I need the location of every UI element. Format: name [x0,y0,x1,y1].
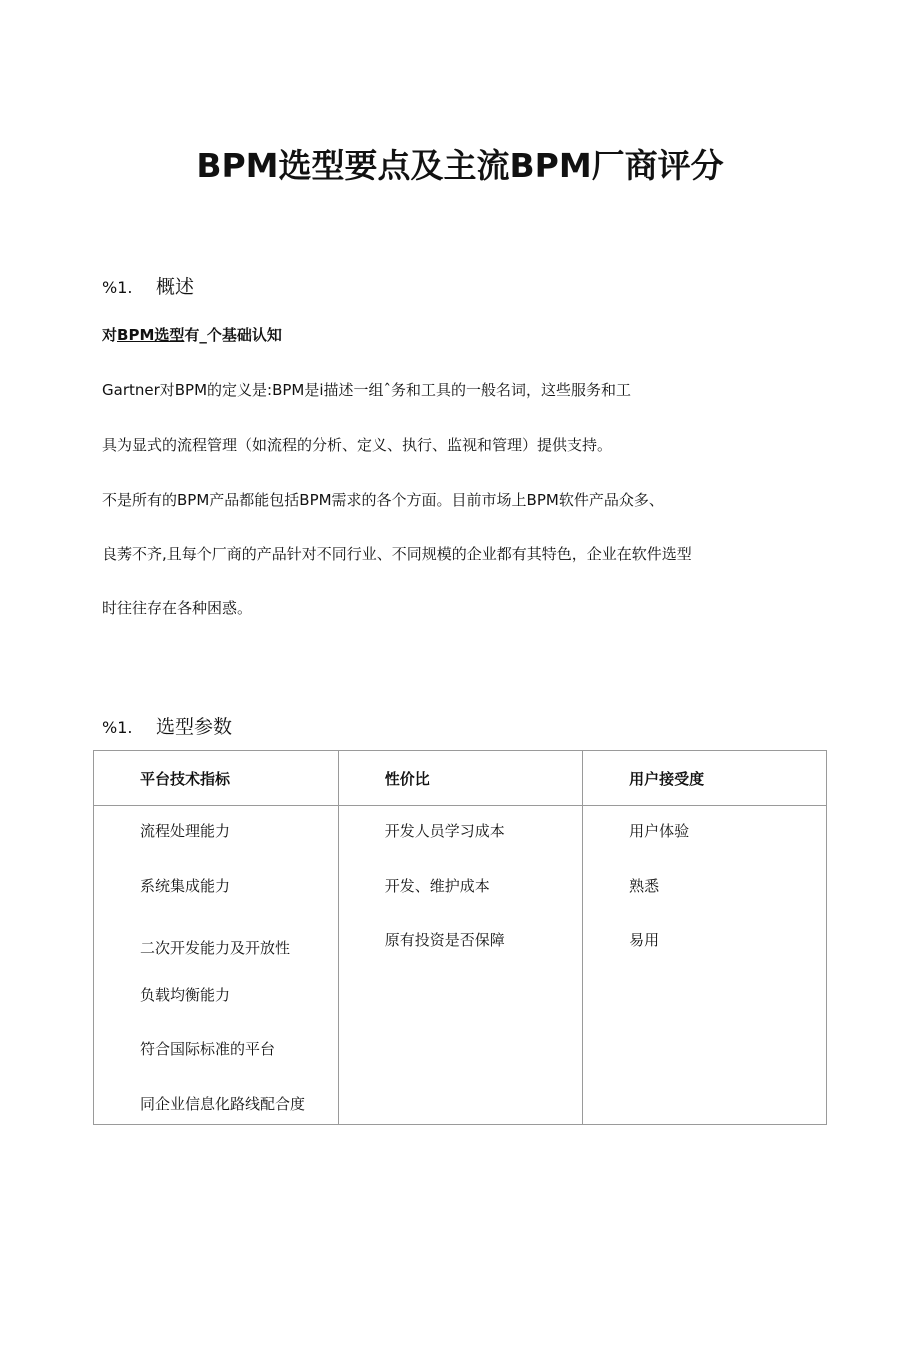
header-label: 性价比 [384,769,430,788]
list-item: 开发、维护成本 [384,876,490,895]
list-item: 符合国际标准的平台 [140,1040,276,1058]
subheading-suffix: 有_个基础认知 [184,326,282,344]
section-number: %1. [102,718,133,737]
list-item: 负载均衡能力 [140,985,231,1004]
table-header-row [94,751,827,806]
section-number: %1. [102,278,133,297]
table-header-cell [583,751,827,806]
section-heading-parameters [102,712,232,739]
table-cell-acceptance [583,806,827,1125]
list-item: 系统集成能力 [140,876,231,895]
paragraph-line: 时往往存在各种困惑。 [102,599,253,617]
table-header-cell [94,751,339,806]
section-title: 选型参数 [156,716,233,738]
paragraph-line: Gartner对BPM的定义是:BPM是i描述一组ˆ务和工具的一般名词，这些服务和工 [102,381,632,399]
subheading [102,324,282,345]
section-heading-overview [102,272,194,299]
document-title: BPM选型要点及主流BPM厂商评分 [196,146,724,185]
table-row [94,806,827,1125]
list-item: 用户体验 [629,822,690,840]
table-cell-cost [338,806,582,1125]
table-header-cell [338,751,582,806]
header-label: 平台技术指标 [140,769,231,788]
header-label: 用户接受度 [629,769,705,788]
subheading-underlined: BPM选型 [117,326,185,344]
paragraph-line: 不是所有的BPM产品都能包括BPM需求的各个方面。目前市场上BPM软件产品众多、 [102,491,664,509]
paragraph-line: 良莠不齐,且每个厂商的产品针对不同行业、不同规模的企业都有其特色，企业在软件选型 [102,545,692,563]
list-item: 熟悉 [629,876,660,895]
table-cell-platform [94,806,339,1125]
list-item: 同企业信息化路线配合度 [140,1094,306,1113]
list-item: 二次开发能力及开放性 [140,939,291,957]
section-title: 概述 [156,276,195,298]
parameters-table [93,750,827,1125]
list-item: 原有投资是否保障 [384,931,505,949]
list-item: 开发人员学习成本 [384,822,505,840]
list-item: 流程处理能力 [140,822,231,840]
subheading-prefix: 对 [102,326,118,344]
paragraph-line: 具为显式的流程管理（如流程的分析、定义、执行、监视和管理）提供支持。 [102,436,613,454]
list-item: 易用 [629,931,660,949]
